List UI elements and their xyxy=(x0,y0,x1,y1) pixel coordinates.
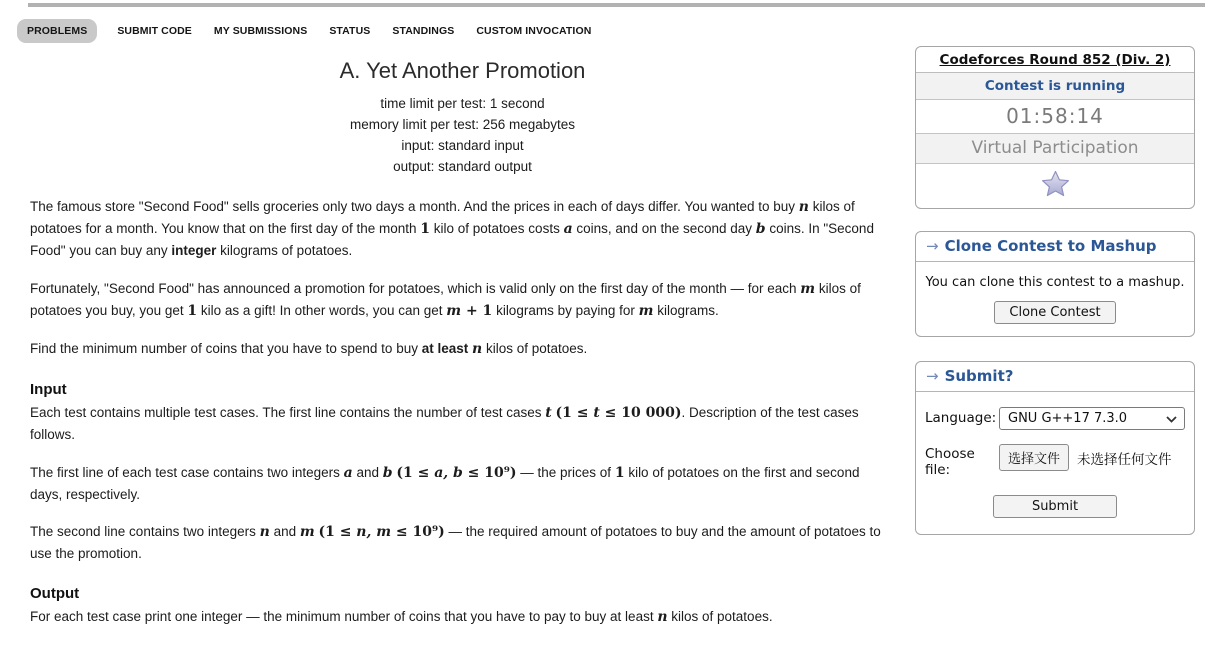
output-spec: output: standard output xyxy=(393,159,532,174)
participation-mode: Virtual Participation xyxy=(916,134,1194,164)
tab-problems[interactable]: PROBLEMS xyxy=(17,19,97,43)
contest-countdown: 01:58:14 xyxy=(916,100,1194,134)
arrow-right-icon: → xyxy=(926,367,939,385)
problem-title: A. Yet Another Promotion xyxy=(339,58,586,83)
sidebar xyxy=(915,46,1195,535)
tab-submit-code[interactable]: SUBMIT CODE xyxy=(117,25,192,37)
problem-limits xyxy=(30,93,895,177)
arrow-right-icon: → xyxy=(926,237,939,255)
submit-box xyxy=(915,361,1195,535)
clone-box-title: Clone Contest to Mashup xyxy=(944,237,1157,255)
input-paragraph: The first line of each test case contains two integers a and b (1 ≤ a, b ≤ 10⁹) — the prices of 1 kilo of potatoes on the first and second days, respectively. xyxy=(30,464,860,502)
clone-box-body xyxy=(916,262,1194,336)
clone-contest-box xyxy=(915,231,1195,337)
tab-custom-invocation[interactable]: CUSTOM INVOCATION xyxy=(476,25,592,37)
time-limit: time limit per test: 1 second xyxy=(380,96,545,111)
tab-my-submissions[interactable]: MY SUBMISSIONS xyxy=(213,25,308,37)
memory-limit: memory limit per test: 256 megabytes xyxy=(349,117,576,132)
file-input xyxy=(999,443,1172,471)
chevron-down-icon xyxy=(1166,416,1177,423)
statement-paragraph: Find the minimum number of coins that you have to spend to buy at least n kilos of potatoes. xyxy=(30,341,588,357)
choose-file-label: Choose file: xyxy=(925,446,975,478)
statement-paragraph: The famous store "Second Food" sells groceries only two days a month. And the prices in each of days differ. You wanted to buy n kilos of potatoes for a month. You know that on the first day of the month 1 kilo of potatoes costs a coins, and on the second day b coins. In "Second Food" you can buy any integer kilograms of potatoes. xyxy=(30,199,874,258)
language-row xyxy=(925,407,1185,430)
submit-row xyxy=(925,495,1185,518)
submit-form xyxy=(916,392,1194,534)
submit-box-heading xyxy=(916,362,1194,392)
output-paragraph: For each test case print one integer — the minimum number of coins that you have to pay to buy at least n kilos of potatoes. xyxy=(30,609,773,625)
contest-title-link[interactable]: Codeforces Round 852 (Div. 2) xyxy=(916,47,1194,73)
submit-box-title: Submit? xyxy=(944,367,1014,385)
language-label: Language: xyxy=(925,410,997,426)
clone-box-heading xyxy=(916,232,1194,262)
input-paragraph: Each test contains multiple test cases. The first line contains the number of test cases t (1 ≤ t ≤ 10 000). Description of the test cases follows. xyxy=(30,405,859,442)
contest-info-box xyxy=(915,46,1195,209)
file-row xyxy=(925,443,1185,478)
input-section-heading: Input xyxy=(30,381,67,398)
top-divider xyxy=(28,3,1205,7)
tab-status[interactable]: STATUS xyxy=(329,25,371,37)
submit-button[interactable]: Submit xyxy=(993,495,1117,518)
clone-box-text: You can clone this contest to a mashup. xyxy=(925,275,1185,290)
contest-status: Contest is running xyxy=(916,73,1194,100)
contest-tab-bar xyxy=(17,19,593,43)
input-paragraph: The second line contains two integers n and m (1 ≤ n, m ≤ 10⁹) — the required amount of potatoes to buy and the amount of potatoes to use the promotion. xyxy=(30,524,881,561)
problem-statement xyxy=(30,58,895,645)
file-status-text: 未选择任何文件 xyxy=(1077,451,1172,468)
language-selected-value: GNU G++17 7.3.0 xyxy=(1008,411,1128,426)
language-select[interactable] xyxy=(999,407,1185,430)
favorite-row xyxy=(916,164,1194,208)
choose-file-button[interactable]: 选择文件 xyxy=(999,444,1069,471)
clone-contest-button[interactable]: Clone Contest xyxy=(994,301,1115,324)
statement-paragraph: Fortunately, "Second Food" has announced a promotion for potatoes, which is valid only on the first day of the month — for each m kilos of potatoes you buy, you get 1 kilo as a gift! In other words, you can get m + 1 kilograms by paying for m kilograms. xyxy=(30,280,861,319)
input-spec: input: standard input xyxy=(401,138,524,153)
tab-standings[interactable]: STANDINGS xyxy=(392,25,455,37)
output-section-heading: Output xyxy=(30,585,80,602)
star-icon[interactable] xyxy=(1041,170,1070,197)
